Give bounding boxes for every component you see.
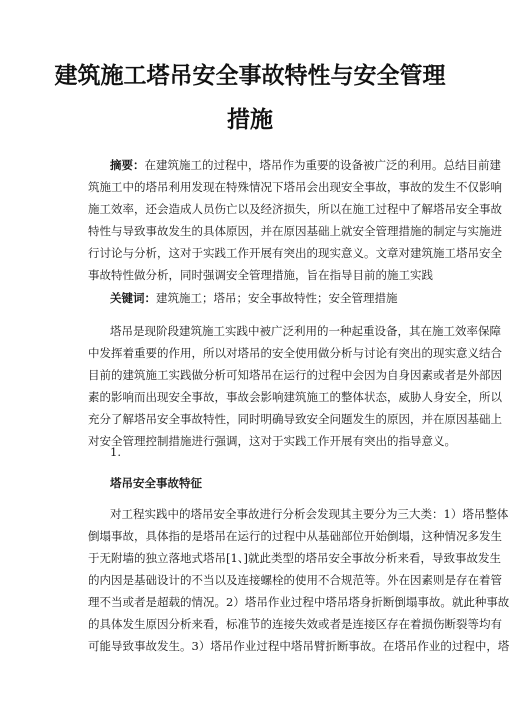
intro-line: 目前的建筑施工实践做分析可知塔吊在运行的过程中会因为自身因素或者是外部因 <box>88 368 502 382</box>
body-line: 对工程实践中的塔吊安全事故进行分析会发现其主要分为三大类：1）塔吊整体 <box>110 507 509 521</box>
document-title-line-1: 建筑施工塔吊安全事故特性与安全管理 <box>54 63 446 89</box>
body-line: 理不当或者是超载的情况。2）塔吊作业过程中塔吊塔身折断倒塌事故。就此种事故 <box>88 595 509 609</box>
intro-line: 对安全管理控制措施进行强调，这对于实践工作开展有突出的指导意义。 <box>88 434 456 448</box>
body-line: 倒塌事故，具体指的是塔吊在运行的过程中从基础部位开始倒塌，这种情况多发生 <box>88 529 502 543</box>
section-number: 1. <box>110 445 121 459</box>
section-heading: 塔吊安全事故特征 <box>110 476 202 490</box>
keywords-paragraph <box>88 287 414 309</box>
keywords-line <box>88 287 414 309</box>
abstract-line: 特性与导致事故发生的具体原因，并在原因基础上就安全管理措施的制定与实施进 <box>88 224 502 238</box>
abstract-line: 事故特性做分析，同时强调安全管理措施，旨在指导目前的施工实践 <box>88 268 433 282</box>
body-line: 的内因是基础设计的不当以及连接螺栓的使用不合规范等。外在因素则是存在着管 <box>88 573 502 587</box>
abstract-line: 施工效率，还会造成人员伤亡以及经济损失，所以在施工过程中了解塔吊安全事故 <box>88 202 502 216</box>
intro-line: 塔吊是现阶段建筑施工实践中被广泛利用的一种起重设备，其在施工效率保障 <box>110 324 501 338</box>
body-paragraph <box>88 503 509 657</box>
body-line: 于无附墙的独立落地式塔吊[1、]就此类型的塔吊安全事故分析来看，导致事故发生 <box>88 551 502 565</box>
document-title-line-2: 措施 <box>227 107 273 133</box>
abstract-label: 摘要： <box>110 158 145 172</box>
intro-paragraph <box>88 320 502 452</box>
intro-line: 素的影响而出现安全事故，事故会影响建筑施工的整体状态，威胁人身安全，所以 <box>88 390 502 404</box>
intro-line: 中发挥着重要的作用，所以对塔吊的安全使用做分析与讨论有突出的现实意义结合 <box>88 346 502 360</box>
body-line: 的具体发生原因分析来看，标准节的连接失效或者是连接区存在着损伤断裂等均有 <box>88 617 502 631</box>
keywords-text: 建筑施工；塔吊；安全事故特性；安全管理措施 <box>156 291 398 305</box>
abstract-line: 行讨论与分析，这对于实践工作开展有突出的现实意义。文章对建筑施工塔吊安全 <box>88 246 502 260</box>
intro-line: 充分了解塔吊安全事故特性，同时明确导致安全问题发生的原因，并在原因基础上 <box>88 412 502 426</box>
body-line: 可能导致事故发生。3）塔吊作业过程中塔吊臂折断事故。在塔吊作业的过程中，塔 <box>88 639 509 653</box>
abstract-line: 筑施工中的塔吊利用发现在特殊情况下塔吊会出现安全事故，事故的发生不仅影响 <box>88 180 502 194</box>
abstract-paragraph <box>88 154 502 286</box>
keywords-label: 关键词： <box>110 291 156 305</box>
abstract-line: 摘要：在建筑施工的过程中，塔吊作为重要的设备被广泛的利用。总结目前建 <box>88 154 414 176</box>
